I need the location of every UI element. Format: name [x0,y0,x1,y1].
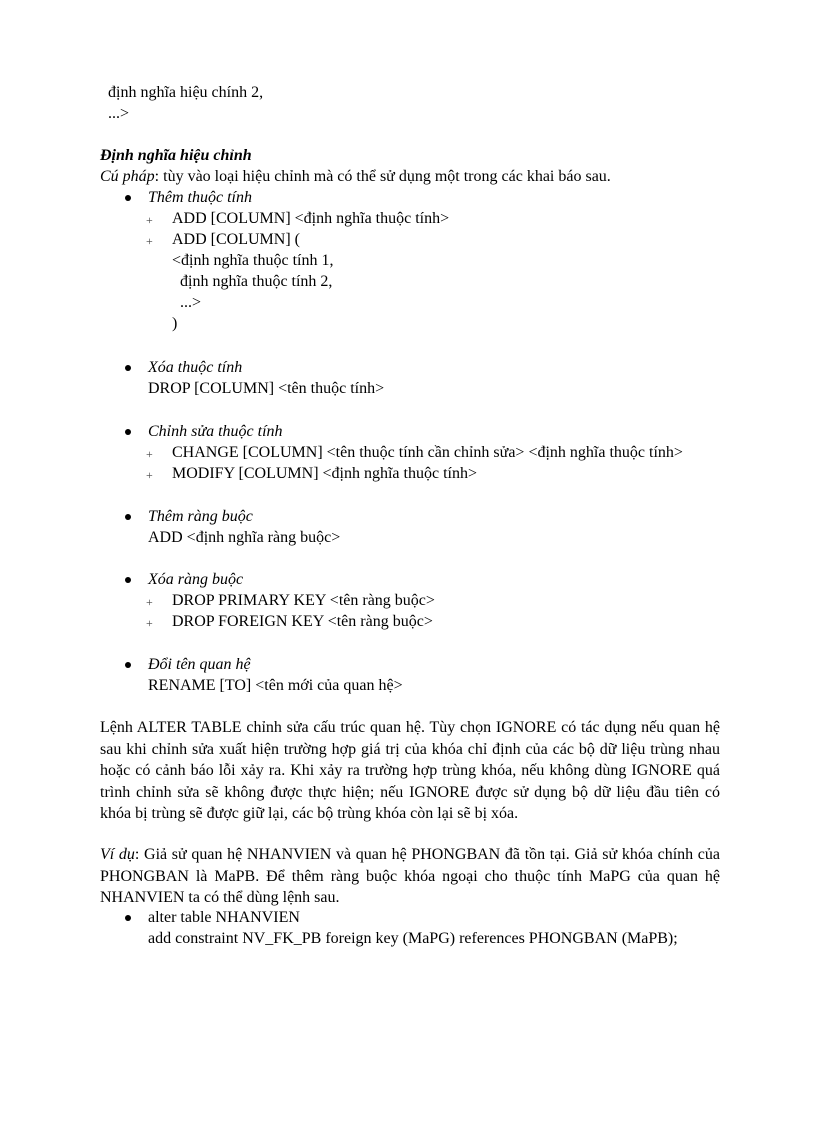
plus-marker: + [146,616,153,630]
code-line: ADD <định nghĩa ràng buộc> [148,529,341,546]
code-line: ) [172,315,178,332]
syntax-text: : tùy vào loại hiệu chỉnh mà có thể sử dụng một trong các khai báo sau. [154,168,611,185]
code-line: định nghĩa thuộc tính 2, [180,273,333,290]
code-line: RENAME [TO] <tên mới của quan hệ> [148,677,403,694]
example-code-line: add constraint NV_FK_PB foreign key (MaPG) references PHONGBAN (MaPB); [148,930,678,947]
item-title-rename: Đổi tên quan hệ [148,656,251,673]
item-title-add-constraint: Thêm ràng buộc [148,508,253,525]
code-line: ADD [COLUMN] ( [172,231,300,248]
plus-marker: + [146,234,153,248]
bullet-dot [125,514,131,520]
plus-marker: + [146,595,153,609]
example-label: Ví dụ [100,846,135,863]
bullet-dot [125,915,131,921]
bullet-dot [125,662,131,668]
item-title-modify-attribute: Chỉnh sửa thuộc tính [148,423,283,440]
code-line: DROP [COLUMN] <tên thuộc tính> [148,380,385,397]
syntax-label: Cú pháp [100,168,155,185]
bullet-dot [125,429,131,435]
item-title-drop-constraint: Xóa ràng buộc [148,571,244,588]
bullet-dot [125,577,131,583]
code-line: MODIFY [COLUMN] <định nghĩa thuộc tính> [172,465,477,482]
example-text: : Giả sử quan hệ NHANVIEN và quan hệ PHONGBAN đã tồn tại. Giả sử khóa chính của PHONGBAN là MaPB. Để thêm ràng buộc khóa ngoại cho thuộc tính MaPG của quan hệ NHANVIEN ta có thể dùng lệnh sau. [100,846,721,906]
code-line: CHANGE [COLUMN] <tên thuộc tính cần chỉnh sửa> <định nghĩa thuộc tính> [172,444,683,461]
plus-marker: + [146,213,153,227]
continuation-line: định nghĩa hiệu chính 2, [108,84,264,101]
bullet-dot [125,365,131,371]
code-line: DROP PRIMARY KEY <tên ràng buộc> [172,592,435,609]
code-line: ...> [180,294,202,311]
code-line: DROP FOREIGN KEY <tên ràng buộc> [172,613,433,630]
item-title-add-attribute: Thêm thuộc tính [148,189,252,206]
syntax-line [100,167,611,187]
item-title-drop-attribute: Xóa thuộc tính [148,359,243,376]
continuation-line: ...> [108,105,130,122]
code-line: ADD [COLUMN] <định nghĩa thuộc tính> [172,210,450,227]
example-code-line: alter table NHANVIEN [148,909,300,926]
plus-marker: + [146,447,153,461]
bullet-dot [125,195,131,201]
plus-marker: + [146,468,153,482]
code-line: <định nghĩa thuộc tính 1, [172,252,334,269]
example-paragraph [100,844,720,909]
description-paragraph: Lệnh ALTER TABLE chỉnh sửa cấu trúc quan hệ. Tùy chọn IGNORE có tác dụng nếu quan hệ sau khi chỉnh sửa xuất hiện trường hợp giá trị của khóa chỉ định của các bộ dữ liệu trùng nhau hoặc có cảnh báo lỗi xảy ra. Khi xảy ra trường hợp trùng khóa, nếu không dùng IGNORE quá trình chỉnh sửa sẽ không được thực hiện; nếu IGNORE được sử dụng bộ dữ liệu đầu tiên có khóa bị trùng sẽ được giữ lại, các bộ trùng khóa còn lại sẽ bị xóa. [100,719,720,822]
section-heading: Định nghĩa hiệu chỉnh [100,147,252,164]
